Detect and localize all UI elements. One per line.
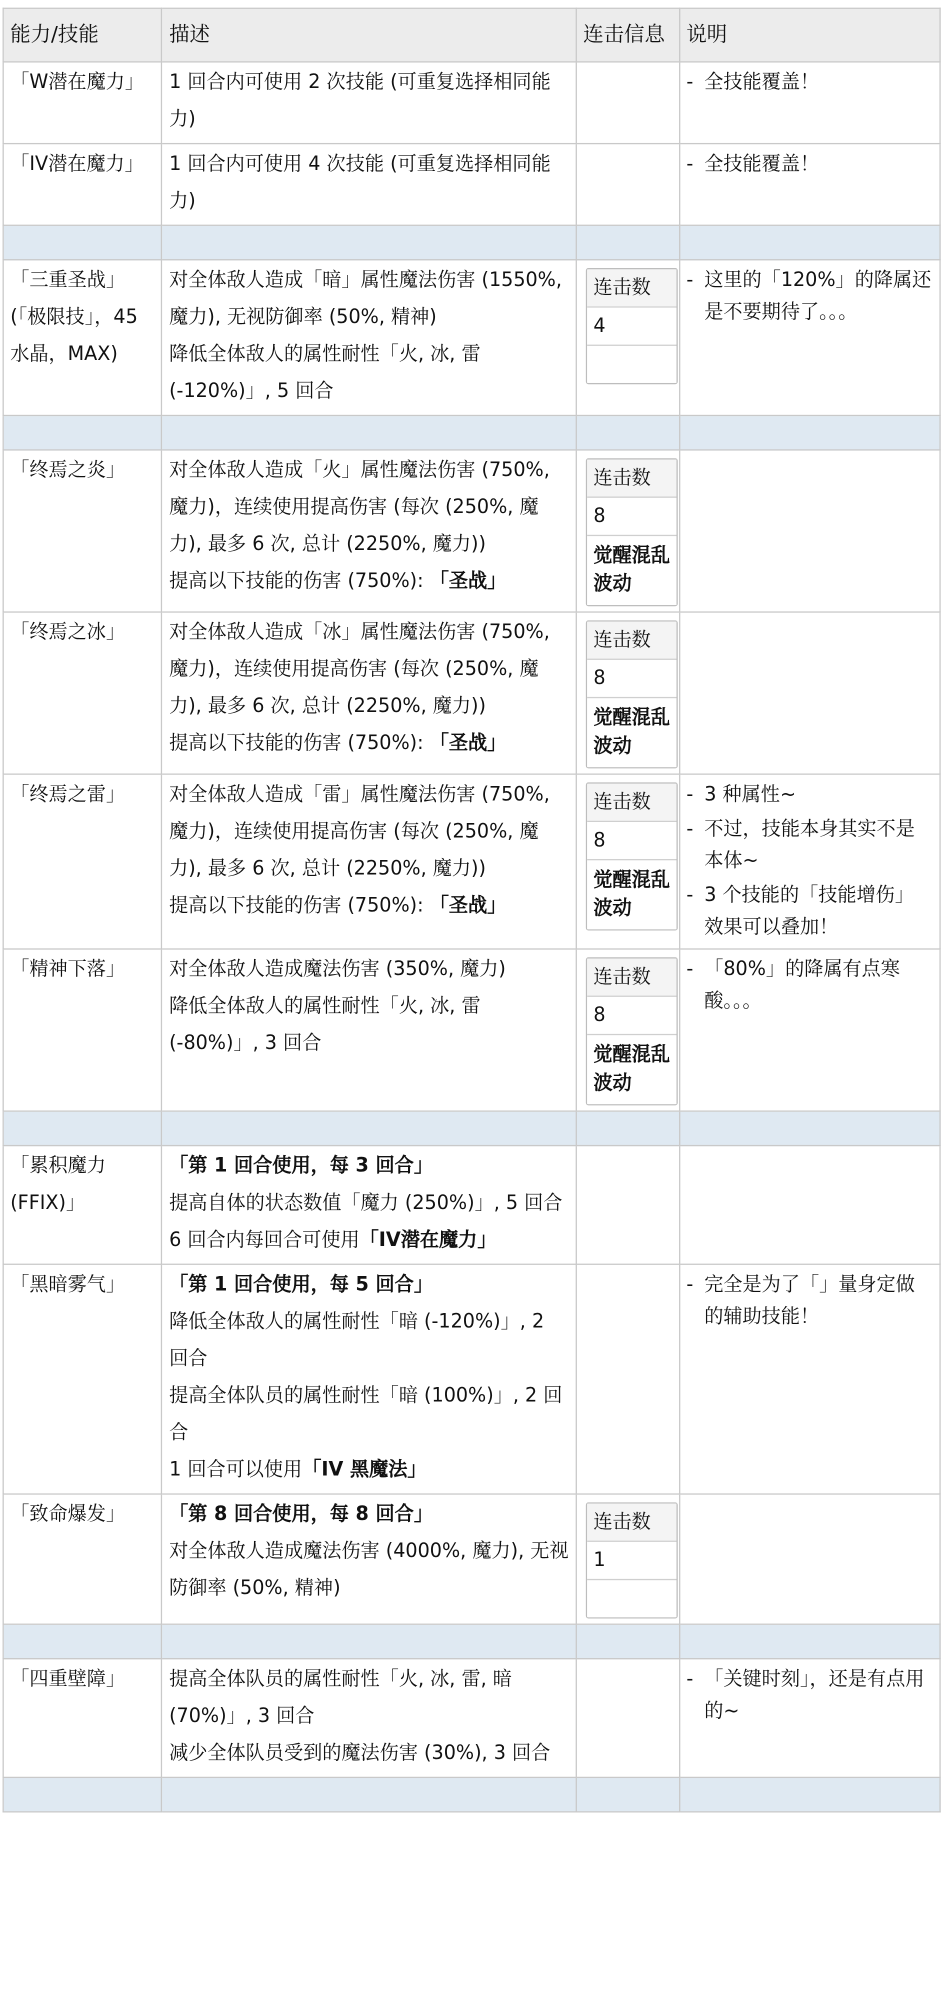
description-line (169, 887, 569, 924)
separator-cell (3, 1111, 162, 1145)
description-cell (162, 144, 576, 226)
description-cell (162, 1494, 576, 1624)
description-line (169, 776, 569, 887)
note-item: - 3 个技能的「技能增伤」效果可以叠加！ (686, 879, 933, 943)
combo-count: 4 (587, 306, 676, 344)
table-row (3, 1146, 940, 1265)
combo-awakening: 觉醒混乱波动 (587, 535, 676, 605)
separator-row (3, 1624, 940, 1658)
separator-row (3, 1111, 940, 1145)
combo-box (586, 458, 678, 606)
description-cell (162, 1264, 576, 1494)
description-line (169, 1496, 569, 1533)
table-row (3, 144, 940, 226)
combo-cell (576, 949, 679, 1111)
skill-name-cell (3, 774, 162, 949)
combo-label: 连击数 (587, 269, 676, 306)
separator-cell (3, 415, 162, 449)
description-line (169, 563, 569, 600)
description-line (169, 1266, 569, 1303)
description-emphasis: 「圣战」 (429, 893, 507, 917)
skill-name-cell (3, 612, 162, 774)
table-row (3, 450, 940, 612)
table-row (3, 62, 940, 144)
separator-cell (679, 415, 940, 449)
combo-cell (576, 612, 679, 774)
table-row (3, 1659, 940, 1778)
description-text: 提高以下技能的伤害 (750%): (169, 731, 430, 755)
description-cell (162, 1146, 576, 1265)
note-item: - 「80%」的降属有点寒酸。。。 (686, 953, 933, 1017)
combo-awakening (587, 345, 676, 383)
description-cell (162, 1659, 576, 1778)
notes-cell (679, 612, 940, 774)
description-line (169, 1147, 569, 1184)
combo-box (586, 620, 678, 768)
combo-count: 8 (587, 996, 676, 1034)
description-text: 1 回合内可使用 4 次技能 (可重复选择相同能力) (169, 151, 551, 212)
description-line (169, 988, 569, 1062)
separator-row (3, 225, 940, 259)
combo-cell (576, 260, 679, 416)
header-skill: 能力/技能 (3, 8, 162, 62)
combo-cell (576, 450, 679, 612)
separator-cell (162, 415, 576, 449)
header-combo-info: 连击信息 (576, 8, 679, 62)
notes-cell (679, 1146, 940, 1265)
skill-name-cell (3, 144, 162, 226)
skill-name-cell (3, 949, 162, 1111)
notes-cell (679, 450, 940, 612)
notes-cell (679, 1659, 940, 1778)
description-line (169, 951, 569, 988)
note-item: - 这里的「120%」的降属还是不要期待了。。。 (686, 264, 933, 328)
header-notes: 说明 (679, 8, 940, 62)
notes-cell (679, 144, 940, 226)
description-text: 6 回合内每回合可使用 (169, 1227, 360, 1251)
description-text: 降低全体敌人的属性耐性「火, 冰, 雷 (-80%)」, 3 回合 (169, 994, 481, 1055)
combo-count: 8 (587, 659, 676, 697)
table-row (3, 1494, 940, 1624)
skill-name: 「致命爆发」 (10, 1502, 126, 1526)
separator-cell (679, 1624, 940, 1658)
description-cell (162, 260, 576, 416)
note-item: - 不过，技能本身其实不是本体~ (686, 813, 933, 877)
skill-table (3, 8, 941, 1813)
combo-count: 8 (587, 821, 676, 859)
description-text: 对全体敌人造成魔法伤害 (4000%, 魔力), 无视防御率 (50%, 精神) (169, 1539, 569, 1600)
combo-box (586, 268, 678, 384)
description-emphasis: 「圣战」 (429, 731, 507, 755)
separator-cell (162, 225, 576, 259)
skill-name-cell (3, 450, 162, 612)
note-item: - 全技能覆盖！ (686, 148, 933, 180)
combo-awakening: 觉醒混乱波动 (587, 859, 676, 929)
description-text: 对全体敌人造成「暗」属性魔法伤害 (1550%, 魔力), 无视防御率 (50%, 精神) (169, 268, 562, 329)
description-line (169, 452, 569, 563)
description-line (169, 1661, 569, 1735)
description-text: 1 回合内可使用 2 次技能 (可重复选择相同能力) (169, 70, 551, 131)
skill-name: 「IV潜在魔力」 (10, 151, 144, 175)
description-emphasis: 「第 8 回合使用，每 8 回合」 (169, 1502, 433, 1526)
description-text: 1 回合可以使用 (169, 1457, 303, 1481)
table-row (3, 774, 940, 949)
description-line (169, 262, 569, 336)
note-item: - 3 种属性~ (686, 779, 933, 811)
combo-box (586, 957, 678, 1105)
description-text: 降低全体敌人的属性耐性「暗 (-120%)」, 2 回合 (169, 1309, 545, 1370)
skill-name-cell (3, 1146, 162, 1265)
description-cell (162, 62, 576, 144)
separator-cell (679, 1111, 940, 1145)
notes-cell (679, 774, 940, 949)
description-line (169, 725, 569, 762)
skill-name-cell (3, 260, 162, 416)
description-line (169, 1377, 569, 1451)
combo-count: 8 (587, 497, 676, 535)
notes-cell (679, 1264, 940, 1494)
separator-cell (3, 225, 162, 259)
skill-name: 「精神下落」 (10, 957, 126, 981)
separator-row (3, 415, 940, 449)
note-item: - 全技能覆盖！ (686, 66, 933, 98)
separator-cell (162, 1624, 576, 1658)
description-line (169, 614, 569, 725)
combo-box (586, 782, 678, 930)
description-emphasis: 「第 1 回合使用，每 3 回合」 (169, 1153, 433, 1177)
description-cell (162, 612, 576, 774)
combo-cell (576, 1146, 679, 1265)
description-line (169, 1451, 569, 1488)
separator-cell (3, 1777, 162, 1811)
notes-list (686, 1269, 933, 1333)
combo-cell (576, 1494, 679, 1624)
skill-name: 「黑暗雾气」 (10, 1272, 126, 1296)
note-item: - 「关键时刻」，还是有点用的~ (686, 1663, 933, 1727)
combo-cell (576, 144, 679, 226)
notes-list (686, 953, 933, 1017)
separator-cell (576, 1777, 679, 1811)
notes-cell (679, 949, 940, 1111)
notes-list (686, 1663, 933, 1727)
combo-count: 1 (587, 1541, 676, 1579)
description-text: 提高自体的状态数值「魔力 (250%)」, 5 回合 (169, 1190, 563, 1214)
description-line (169, 146, 569, 220)
description-line (169, 64, 569, 138)
note-item: - 完全是为了「」量身定做的辅助技能！ (686, 1269, 933, 1333)
notes-list (686, 264, 933, 328)
description-text: 降低全体敌人的属性耐性「火, 冰, 雷 (-120%)」, 5 回合 (169, 342, 481, 403)
separator-cell (162, 1111, 576, 1145)
description-line (169, 336, 569, 410)
skill-name: 「终焉之雷」 (10, 782, 126, 806)
description-line (169, 1184, 569, 1221)
notes-cell (679, 62, 940, 144)
separator-cell (162, 1777, 576, 1811)
description-line (169, 1303, 569, 1377)
separator-cell (679, 225, 940, 259)
description-emphasis: 「第 1 回合使用，每 5 回合」 (169, 1272, 433, 1296)
combo-label: 连击数 (587, 622, 676, 659)
separator-row (3, 1777, 940, 1811)
combo-awakening: 觉醒混乱波动 (587, 697, 676, 767)
description-text: 对全体敌人造成「冰」属性魔法伤害 (750%, 魔力)，连续使用提高伤害 (每次 (250%, 魔力), 最多 6 次, 总计 (2250%, 魔力)) (169, 620, 550, 718)
description-text: 提高全体队员的属性耐性「火, 冰, 雷, 暗 (70%)」, 3 回合 (169, 1666, 512, 1727)
separator-cell (679, 1777, 940, 1811)
description-emphasis: 「IV潜在魔力」 (359, 1227, 497, 1251)
description-text: 提高全体队员的属性耐性「暗 (100%)」, 2 回合 (169, 1383, 563, 1444)
separator-cell (576, 1111, 679, 1145)
description-emphasis: 「圣战」 (429, 569, 507, 593)
separator-cell (3, 1624, 162, 1658)
combo-cell (576, 62, 679, 144)
description-text: 对全体敌人造成「火」属性魔法伤害 (750%, 魔力)，连续使用提高伤害 (每次 (250%, 魔力), 最多 6 次, 总计 (2250%, 魔力)) (169, 458, 550, 556)
combo-awakening: 觉醒混乱波动 (587, 1034, 676, 1104)
description-line (169, 1222, 569, 1259)
description-text: 对全体敌人造成「雷」属性魔法伤害 (750%, 魔力)，连续使用提高伤害 (每次 (250%, 魔力), 最多 6 次, 总计 (2250%, 魔力)) (169, 782, 550, 880)
combo-box (586, 1502, 678, 1618)
description-text: 对全体敌人造成魔法伤害 (350%, 魔力) (169, 957, 506, 981)
description-cell (162, 450, 576, 612)
notes-list (686, 148, 933, 180)
separator-cell (576, 415, 679, 449)
table-row (3, 612, 940, 774)
notes-cell (679, 260, 940, 416)
combo-cell (576, 1264, 679, 1494)
skill-name-cell (3, 1264, 162, 1494)
notes-cell (679, 1494, 940, 1624)
header-description: 描述 (162, 8, 576, 62)
table-row (3, 260, 940, 416)
combo-label: 连击数 (587, 460, 676, 497)
combo-awakening (587, 1579, 676, 1617)
table-header-row (3, 8, 940, 62)
combo-label: 连击数 (587, 1504, 676, 1541)
separator-cell (576, 225, 679, 259)
separator-cell (576, 1624, 679, 1658)
notes-list (686, 66, 933, 98)
table-row (3, 949, 940, 1111)
combo-label: 连击数 (587, 959, 676, 996)
skill-name: 「四重壁障」 (10, 1666, 126, 1690)
skill-name-cell (3, 1659, 162, 1778)
description-text: 提高以下技能的伤害 (750%): (169, 893, 430, 917)
description-cell (162, 774, 576, 949)
notes-list (686, 779, 933, 944)
combo-cell (576, 1659, 679, 1778)
skill-name: 「累积魔力 (FFIX)」 (10, 1153, 106, 1214)
table-row (3, 1264, 940, 1494)
combo-label: 连击数 (587, 784, 676, 821)
description-text: 减少全体队员受到的魔法伤害 (30%), 3 回合 (169, 1741, 551, 1764)
description-line (169, 1735, 569, 1772)
skill-name-cell (3, 1494, 162, 1624)
combo-cell (576, 774, 679, 949)
skill-name-cell (3, 62, 162, 144)
description-cell (162, 949, 576, 1111)
skill-name: 「终焉之冰」 (10, 620, 126, 644)
skill-name: 「三重圣战」(「极限技」，45 水晶，MAX) (10, 268, 138, 366)
table-body (3, 62, 940, 1812)
description-line (169, 1533, 569, 1607)
skill-name: 「W潜在魔力」 (10, 70, 145, 94)
description-text: 提高以下技能的伤害 (750%): (169, 569, 430, 593)
skill-name: 「终焉之炎」 (10, 458, 126, 482)
description-emphasis: 「IV 黑魔法」 (302, 1457, 427, 1481)
